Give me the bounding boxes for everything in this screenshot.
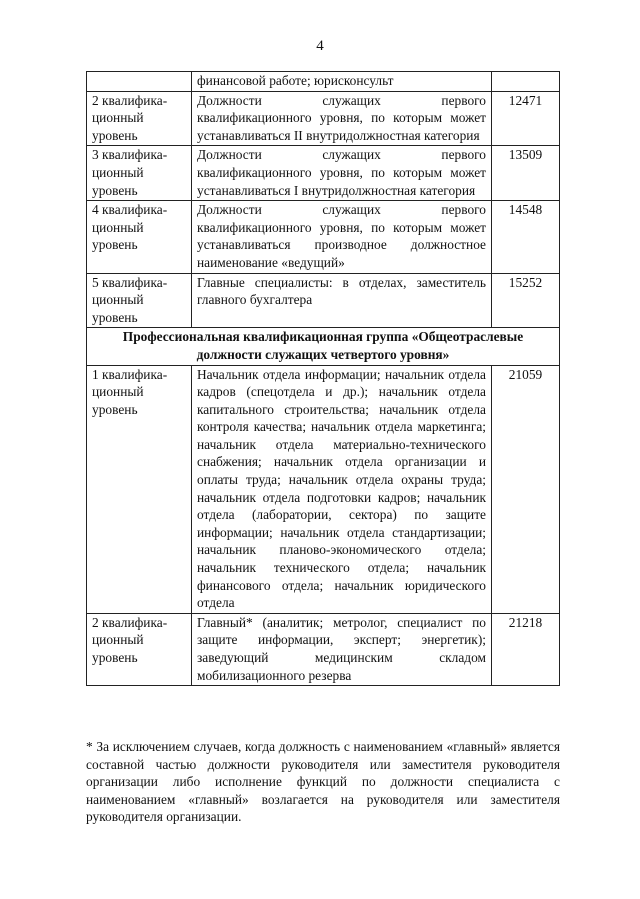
position-description: Главные специалисты: в отделах, заместитель главного бухгалтера <box>197 274 486 308</box>
qualification-table <box>86 71 560 686</box>
salary-value: 21059 <box>508 366 543 382</box>
position-description: Главный* (аналитик; метролог, специалист по защите информации, эксперт; энергетик); заведующий медицинским складом мобилизационного резерва <box>197 614 486 683</box>
salary-cell <box>492 72 560 92</box>
position-description: финансовой работе; юрисконсульт <box>197 73 394 88</box>
table-row <box>87 201 560 273</box>
group-header-row <box>87 328 560 365</box>
salary-cell <box>492 91 560 146</box>
description-cell <box>192 273 492 328</box>
description-cell <box>192 365 492 613</box>
description-cell <box>192 72 492 92</box>
salary-value: 21218 <box>508 614 543 630</box>
description-cell <box>192 201 492 273</box>
level-label: 2 квалифика- ционный уровень <box>92 614 168 665</box>
salary-value: 13509 <box>508 147 543 163</box>
salary-value: 14548 <box>508 202 543 218</box>
description-cell <box>192 91 492 146</box>
level-label: 2 квалифика- ционный уровень <box>92 92 168 143</box>
group-header: Профессиональная квалификационная группа «Общеотраслевые должности служащих четвертого уровня» <box>87 328 560 365</box>
salary-cell <box>492 273 560 328</box>
table-row <box>87 72 560 92</box>
salary-value: 15252 <box>508 274 543 290</box>
page-number: 4 <box>316 38 324 54</box>
level-label: 5 квалифика- ционный уровень <box>92 274 168 325</box>
level-label: 4 квалифика- ционный уровень <box>92 202 168 253</box>
table-row <box>87 365 560 613</box>
position-description: Должности служащих первого квалификационного уровня, по которым может устанавливаться II внутридолжностная категория <box>197 92 486 143</box>
position-description: Должности служащих первого квалификационного уровня, по которым может устанавливаться производное должностное наименование «ведущий» <box>197 202 486 270</box>
level-cell <box>87 72 192 92</box>
salary-value: 12471 <box>508 92 543 108</box>
table-row <box>87 91 560 146</box>
level-cell <box>87 365 192 613</box>
salary-cell <box>492 613 560 685</box>
level-label: 3 квалифика- ционный уровень <box>92 147 168 198</box>
salary-cell <box>492 365 560 613</box>
description-cell <box>192 146 492 201</box>
level-cell <box>87 91 192 146</box>
position-description: Начальник отдела информации; начальник отдела кадров (спецотдела и др.); начальник отдела капитального строительства; начальник отдела контроля качества; начальник отдела маркетинга; начальник отдела материально-технического снабжения; начальник отдела организации и оплаты труда; начальник отдела охраны труда; начальник отдела подготовки кадров; начальник отдела (лаборатории, сектора) по защите информации; начальник отдела стандартизации; начальник планово-экономического отдела; начальник технического отдела; начальник финансового отдела; начальник юридического отдела <box>197 366 486 611</box>
level-label: 1 квалифика- ционный уровень <box>92 366 168 417</box>
position-description: Должности служащих первого квалификационного уровня, по которым может устанавливаться I внутридолжностная категория <box>197 147 486 198</box>
table-row <box>87 613 560 685</box>
footnote: * За исключением случаев, когда должность с наименованием «главный» является составной частью должности руководителя или заместителя руководителя организации либо исполнение функций по должности специалиста с наименованием «главный» возлагается на руководителя или заместителя руководителя организации. <box>86 739 560 825</box>
table-row <box>87 273 560 328</box>
level-cell <box>87 201 192 273</box>
salary-cell <box>492 201 560 273</box>
level-cell <box>87 273 192 328</box>
level-cell <box>87 613 192 685</box>
salary-cell <box>492 146 560 201</box>
level-cell <box>87 146 192 201</box>
table-row <box>87 146 560 201</box>
description-cell <box>192 613 492 685</box>
